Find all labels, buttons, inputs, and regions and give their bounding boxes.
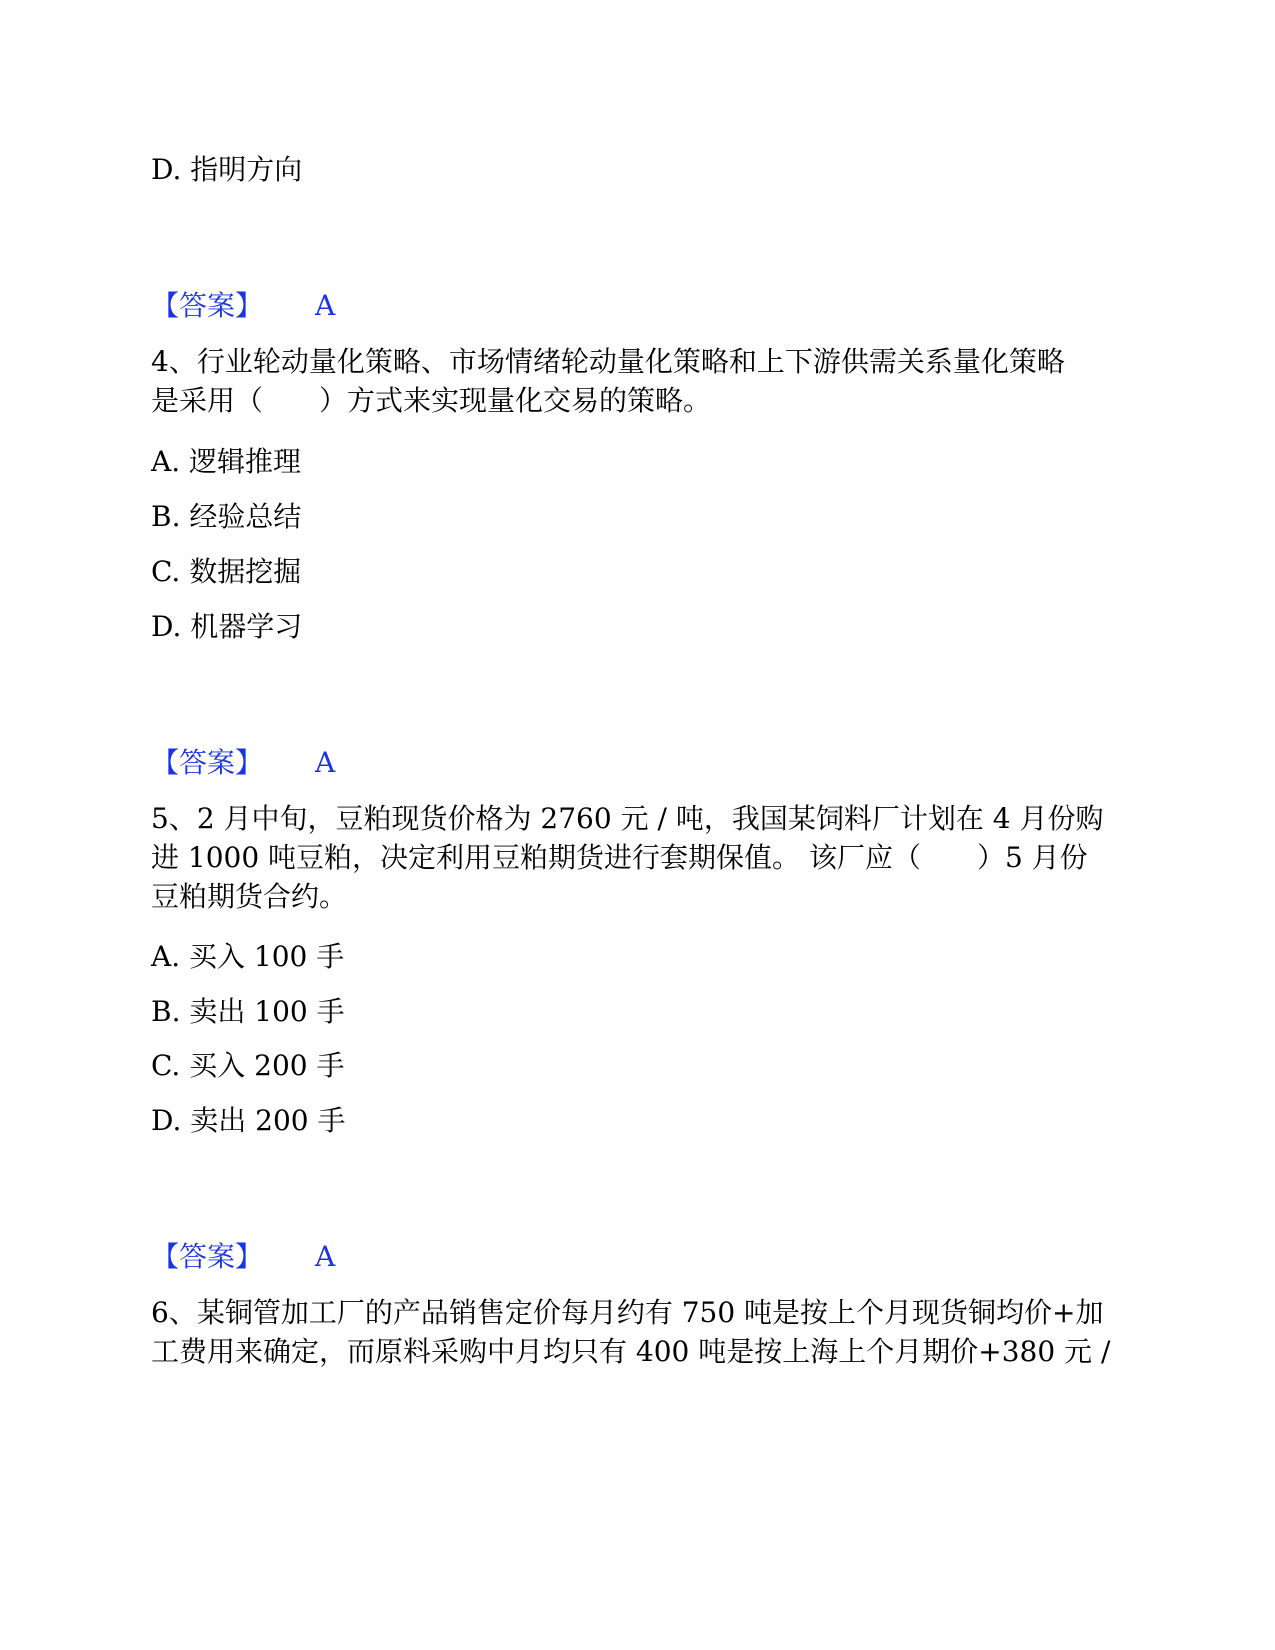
answer-label: 【答案】: [151, 289, 264, 322]
answer-value: A: [315, 289, 336, 322]
q5-option-a: A. 买入 100 手: [151, 940, 345, 973]
q4-option-b: B. 经验总结: [151, 500, 302, 533]
q5-stem-line-1: 5、2 月中旬，豆粕现货价格为 2760 元 / 吨，我国某饲料厂计划在 4 月份购: [151, 802, 1104, 835]
answer-label: 【答案】: [151, 746, 264, 779]
q4-option-a: A. 逻辑推理: [151, 445, 302, 478]
q6-stem-line-2: 工费用来确定，而原料采购中月均只有 400 吨是按上海上个月期价+380 元 /: [151, 1335, 1111, 1368]
answer-value: A: [315, 746, 336, 779]
q4-stem-line-1: 4、行业轮动量化策略、市场情绪轮动量化策略和上下游供需关系量化策略: [151, 345, 1065, 378]
q3-answer: [151, 286, 335, 326]
q5-option-b: B. 卖出 100 手: [151, 995, 345, 1028]
q3-option-d: D. 指明方向: [151, 153, 303, 186]
q5-option-c: C. 买入 200 手: [151, 1049, 345, 1082]
q5-stem-line-3: 豆粕期货合约。: [151, 880, 348, 913]
answer-value: A: [315, 1240, 336, 1273]
q5-stem-line-2: 进 1000 吨豆粕，决定利用豆粕期货进行套期保值。 该厂应（ ）5 月份: [151, 841, 1088, 874]
q5-answer: [151, 1237, 335, 1277]
answer-label: 【答案】: [151, 1240, 264, 1273]
q4-option-d: D. 机器学习: [151, 610, 303, 643]
q4-answer: [151, 743, 335, 783]
q4-option-c: C. 数据挖掘: [151, 555, 302, 588]
q4-stem-line-2: 是采用（ ）方式来实现量化交易的策略。: [151, 384, 712, 417]
q5-option-d: D. 卖出 200 手: [151, 1104, 346, 1137]
q6-stem-line-1: 6、某铜管加工厂的产品销售定价每月约有 750 吨是按上个月现货铜均价+加: [151, 1296, 1104, 1329]
